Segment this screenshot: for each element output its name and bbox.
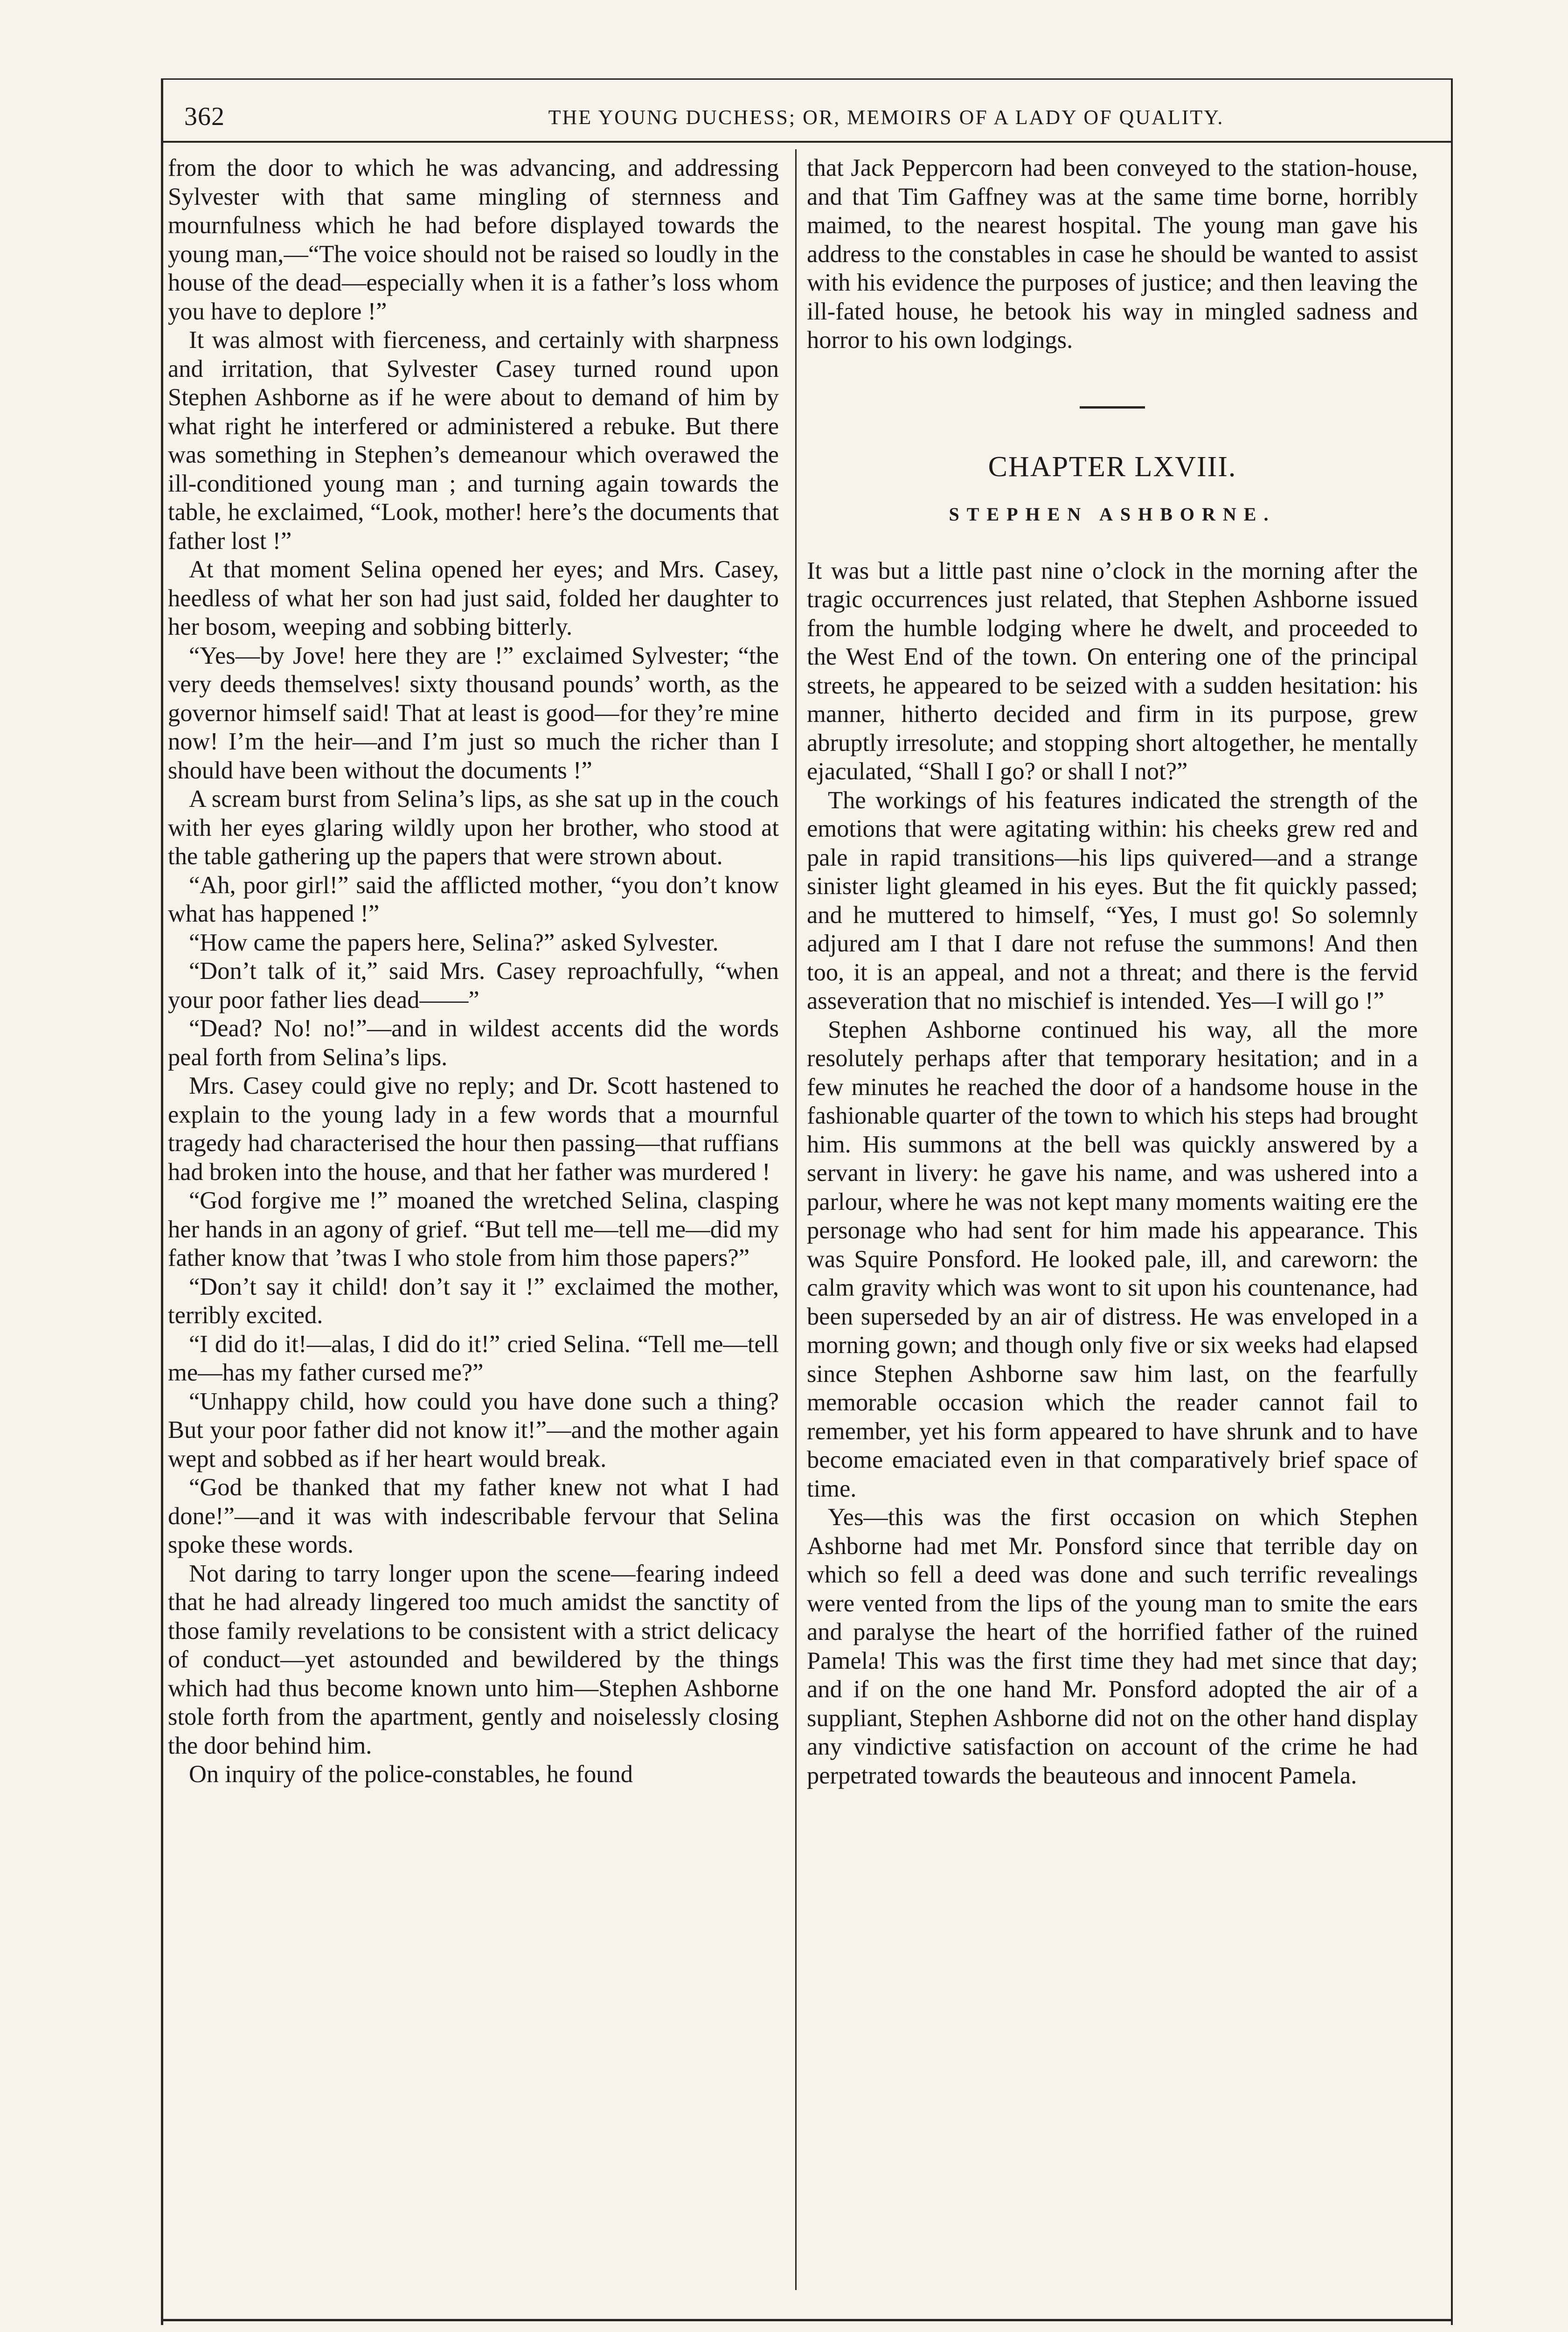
paragraph: “Unhappy child, how could you have done such a thing? But your poor father did not know it!”—and the mother again wept and sobbed as if her heart would break. [168,1388,779,1472]
paragraph: “God be thanked that my father knew not what I had done!”—and it was with indescribable fervour that Selina spoke these words. [168,1474,779,1558]
running-head: THE YOUNG DUCHESS; OR, MEMOIRS OF A LADY OF QUALITY. [548,106,1224,129]
bottom-rule [161,2319,1453,2321]
paragraph: “Don’t say it child! don’t say it !” exclaimed the mother, terribly excited. [168,1273,779,1329]
paragraph: It was but a little past nine o’clock in the morning after the tragic occurrences just related, that Stephen Ashborne issued from the humble lodging where he dwelt, and proceeded to the West End of the town. On entering one of the principal streets, he appeared to be seized with a sudden hesitation: his manner, hitherto decided and firm in its purpose, grew abruptly irresolute; and stopping short altogether, he mentally ejaculated, “Shall I go? or shall I not?” [807,557,1418,785]
paragraph: “Yes—by Jove! here they are !” exclaimed Sylvester; “the very deeds themselves! sixty thousand pounds’ worth, as the governor himself said! That at least is good—for they’re mine now! I’m the heir—and I’m just so much the richer than I should have been without the documents !” [168,642,779,784]
paragraph: “How came the papers here, Selina?” asked Sylvester. [189,929,719,956]
paragraph: The workings of his features indicated the strength of the emotions that were agitating within: his cheeks grew red and pale in rapid transitions—his lips quivered—and a strange sinister light gleamed in his eyes. But the fit quickly passed; and he muttered to himself, “Yes, I must go! So solemnly adjured am I that I dare not refuse the summons! And then too, it is an appeal, and not a threat; and there is the fervid asseveration that no mischief is intended. Yes—I will go !” [807,786,1418,1014]
paragraph: “I did do it!—alas, I did do it!” cried Selina. “Tell me—tell me—has my father cursed me?” [168,1330,779,1386]
paragraph: that Jack Peppercorn had been conveyed to the station-house, and that Tim Gaffney was at the same time borne, horribly maimed, to the nearest hospital. The young man gave his address to the constables in case he should be wanted to assist with his evidence the purposes of justice; and then leaving the ill-fated house, he betook his way in mingled sadness and horror to his own lodgings. [807,154,1418,354]
paragraph: Mrs. Casey could give no reply; and Dr. Scott hastened to explain to the young lady in a few words that a mournful tragedy had characterised the hour then passing—that ruffians had broken into the house, and that her father was murdered ! [168,1072,779,1186]
paragraph: “Don’t talk of it,” said Mrs. Casey reproachfully, “when your poor father lies dead——” [168,958,779,1013]
page-header [173,98,1450,140]
left-column [168,154,779,1789]
chapter-title: CHAPTER LXVIII. [988,451,1237,483]
paragraph: Not daring to tarry longer upon the scene—fearing indeed that he had already lingered too much amidst the sanctity of those family revelations to be consistent with a strict delicacy of conduct—yet astounded and bewildered by the things which had thus become known unto him—Stephen Ashborne stole forth from the apartment, gently and noiselessly closing the door behind him. [168,1560,779,1759]
paragraph: Stephen Ashborne continued his way, all the more resolutely perhaps after that temporary hesitation; and in a few minutes he reached the door of a handsome house in the fashionable quarter of the town to which his steps had brought him. His summons at the bell was quickly answered by a servant in livery: he gave his name, and was ushered into a parlour, where he was not kept many moments waiting ere the personage who had sent for him made his appearance. This was Squire Ponsford. He looked pale, ill, and careworn: the calm gravity which was wont to sit upon his countenance, had been superseded by an air of distress. He was enveloped in a morning gown; and though only five or six weeks had elapsed since Stephen Ashborne saw him last, on the fearfully memorable occasion which the reader cannot fail to remember, yet his form appeared to have shrunk and to have become emaciated even in that comparatively brief space of time. [807,1016,1418,1502]
paragraph: Yes—this was the first occasion on which Stephen Ashborne had met Mr. Ponsford since that terrible day on which so fell a deed was done and such terrific revealings were vented from the lips of the young man to smite the ears and paralyse the heart of the horrified father of the ruined Pamela! This was the first time they had met since that day; and if on the one hand Mr. Ponsford adopted the air of a suppliant, Stephen Ashborne did not on the other hand display any vindictive satisfaction on account of the crime he had perpetrated towards the beauteous and innocent Pamela. [807,1504,1418,1789]
paragraph: A scream burst from Selina’s lips, as she sat up in the couch with her eyes glaring wildly upon her brother, who stood at the table gathering up the papers that were strown about. [168,785,779,870]
header-rule [161,141,1453,143]
right-column [807,154,1418,1790]
page-number: 362 [184,102,225,131]
paragraph: At that moment Selina opened her eyes; and Mrs. Casey, heedless of what her son had just said, folded her daughter to her bosom, weeping and sobbing bitterly. [168,556,779,640]
column-divider [795,149,797,2290]
paragraph: from the door to which he was advancing, and addressing Sylvester with that same mingling of sternness and mournfulness which he had before displayed towards the young man,—“The voice should not be raised so loudly in the house of the dead—especially when it is a father’s loss whom you have to deplore !” [168,154,779,325]
paragraph: It was almost with fierceness, and certainly with sharpness and irritation, that Sylvester Casey turned round upon Stephen Ashborne as if he were about to demand of him by what right he interfered or administered a rebuke. But there was something in Stephen’s demeanour which overawed the ill-conditioned young man ; and turning again towards the table, he exclaimed, “Look, mother! here’s the documents that father lost !” [168,326,779,555]
paragraph: On inquiry of the police-constables, he found [189,1761,633,1788]
paragraph: “Dead? No! no!”—and in wildest accents did the words peal forth from Selina’s lips. [168,1015,779,1071]
paragraph: “Ah, poor girl!” said the afflicted mother, “you don’t know what has happened !” [168,871,779,927]
paragraph: “God forgive me !” moaned the wretched Selina, clasping her hands in an agony of grief. “But tell me—tell me—did my father know that ’twas I who stole from him those papers?” [168,1187,779,1271]
chapter-subtitle: STEPHEN ASHBORNE. [949,504,1276,525]
section-rule [1080,406,1145,409]
